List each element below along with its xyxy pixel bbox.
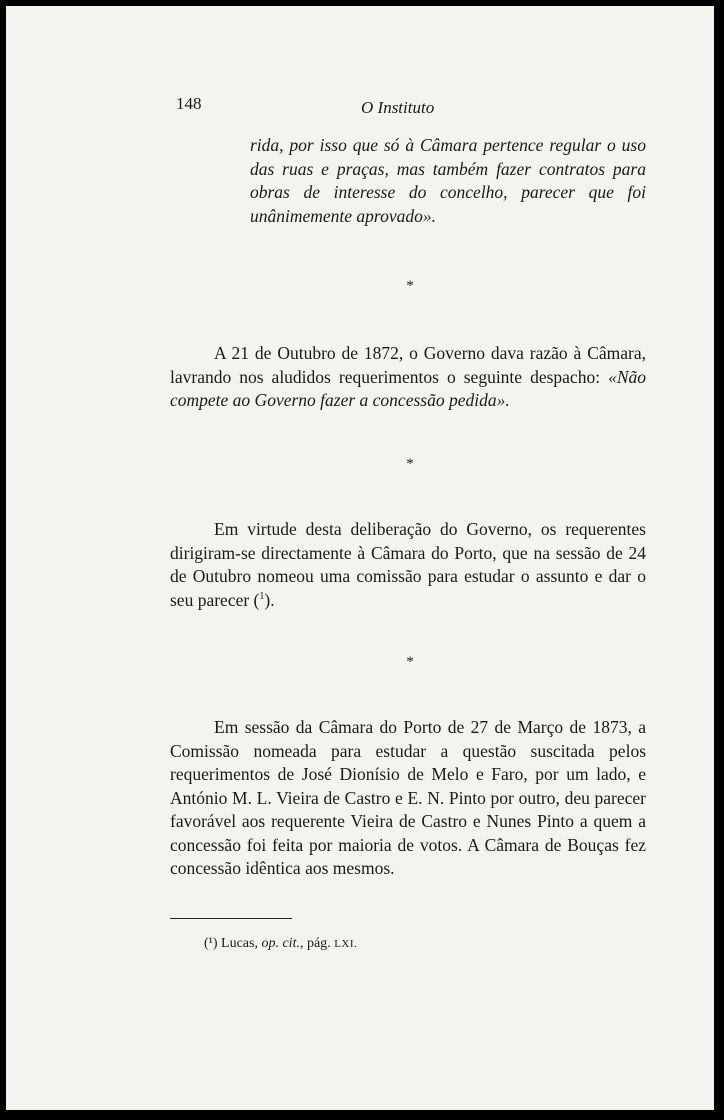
footnote-divider [170, 918, 292, 919]
book-page [6, 6, 714, 1110]
page-header [6, 94, 714, 118]
section-separator: * [406, 456, 414, 472]
paragraph-text: A 21 de Outubro de 1872, o Governo dava razão à Câmara, lavrando nos aludidos requerimentos o seguinte despacho: [170, 343, 646, 387]
paragraph [170, 342, 646, 413]
paragraph [170, 518, 646, 612]
paragraph: Em sessão da Câmara do Porto de 27 de Março de 1873, a Comissão nomeada para estudar a questão suscitada pelos requerimentos de José Dionísio de Melo e Faro, por um lado, e António M. L. Vieira de Castro e E. N. Pinto por outro, deu parecer favorável aos requerente Vieira de Castro e Nunes Pinto a quem a concessão foi feita por maioria de votos. A Câmara de Bouças fez concessão idêntica aos mesmos. [170, 717, 646, 878]
section-separator: * [406, 278, 414, 294]
footnote-page-roman: LXI. [334, 938, 358, 950]
page-number: 148 [176, 94, 202, 113]
section-separator: * [406, 654, 414, 670]
quoted-dispatch: «Não compete ao Governo fazer a concessão pedida». [170, 366, 646, 410]
running-title: O Instituto [361, 98, 435, 117]
quoted-text: rida, por isso que só à Câmara pertence regular o uso das ruas e praças, mas também fazer contratos para obras de interesse do concelho, parecer que foi unânimemente aprovado». [250, 135, 646, 226]
paragraph-text: Em virtude desta deliberação do Governo, os requerentes dirigiram-se directamente à Câmara do Porto, que na sessão de 24 de Outubro nomeou uma comissão para estudar o assunto e dar o seu parecer ( [170, 519, 646, 610]
footnote-marker: (¹) [204, 936, 218, 951]
footnote-author: Lucas, [221, 936, 262, 951]
footnote [204, 936, 357, 952]
footnote-page-ref: , pág. [299, 936, 335, 951]
footnote-reference: 1 [259, 590, 265, 602]
footnote-op-cit: op. cit. [261, 936, 300, 951]
paragraph-text-end: ). [264, 589, 275, 610]
